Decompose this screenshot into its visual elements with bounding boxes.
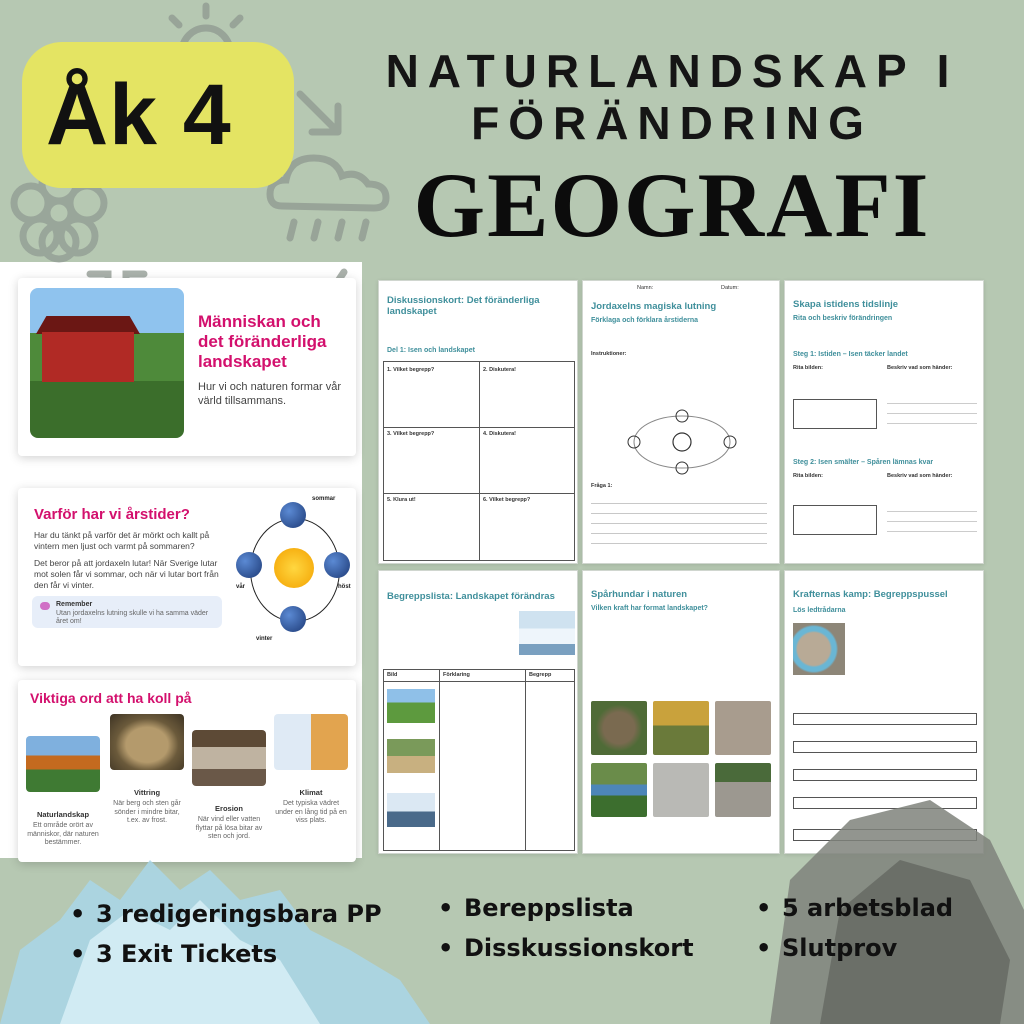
- term-card-vittring: Vittring När berg och sten går sönder i mindre bitar, t.ex. av frost.: [110, 714, 184, 826]
- worksheet-axis-tilt: Namn: Datum: Jordaxelns magiska lutning Förklaga och förklara årstiderna Instruktioner: Fråga 1:: [582, 280, 780, 564]
- title-line-1: NATURLANDSKAP I: [385, 45, 959, 97]
- earth-spring: [236, 552, 262, 578]
- slide1-subtitle: Hur vi och naturen formar vår värld tillsammans.: [198, 381, 342, 407]
- slide2-para1: Har du tänkt på varför det är mörkt och kallt på vintern men ljust och varmt på sommaren?: [34, 530, 210, 551]
- feature-item: • 3 Exit Tickets: [70, 934, 382, 974]
- feature-item: • Bereppslista: [438, 888, 694, 928]
- feature-item: • 5 arbetsblad: [756, 888, 953, 928]
- feature-item: • Disskussionskort: [438, 928, 694, 968]
- term-card-klimat: Klimat Det typiska vädret under en lång tid på en viss plats.: [274, 714, 348, 826]
- worksheet-concept-list: Begreppslista: Landskapet förändras Bild Förklaring Begrepp: [378, 570, 578, 854]
- feature-list-2: [438, 888, 694, 968]
- rock-photo: [793, 623, 845, 675]
- earth-winter: [280, 606, 306, 632]
- earth-summer: [280, 502, 306, 528]
- slide-preview-2: [18, 488, 356, 666]
- worksheet-tracking: Spårhundar i naturen Vilken kraft har format landskapet?: [582, 570, 780, 854]
- term-card-erosion: Erosion När vind eller vatten flyttar på lösa bitar av sten och jord.: [192, 730, 266, 842]
- subject-title: GEOGRAFI: [413, 154, 931, 256]
- label-summer: sommar: [312, 496, 336, 502]
- slide2-para2: Det beror på att jordaxeln lutar! När Sverige lutar mot solen får vi sommar, och när vi lutar bort från den får vi vinter.: [34, 558, 219, 590]
- slide-preview-1: [18, 278, 356, 456]
- grade-label: Åk 4: [46, 67, 232, 163]
- term-card-naturlandskap: Naturlandskap Ett område orört av människor, där naturen bestämmer.: [26, 736, 100, 848]
- label-spring: vår: [236, 584, 246, 590]
- worksheet-concept-puzzle: Krafternas kamp: Begreppspussel Lös ledtrådarna: [784, 570, 984, 854]
- slide3-title: Viktiga ord att ha koll på: [30, 690, 192, 706]
- arrow-icon: [292, 86, 352, 146]
- feature-item: • Slutprov: [756, 928, 953, 968]
- red-house-photo: [30, 288, 184, 438]
- slide-preview-3: [18, 680, 356, 862]
- worksheet-discussion-cards: Diskussionskort: Det föränderliga landskapet Del 1: Isen och landskapet 1. Vilket begrepp? 2. Diskutera! 3. Vilket begrepp? 4. Diskutera! 5. Klura ut! 6. Vilket begrepp?: [378, 280, 578, 564]
- label-winter: vinter: [256, 636, 273, 642]
- chat-icon: [40, 602, 50, 610]
- orbit-diagram: [617, 407, 747, 477]
- label-autumn: höst: [338, 584, 351, 590]
- glacier-photo: [519, 611, 575, 655]
- feature-list-3: [756, 888, 953, 968]
- feature-item: • 3 redigeringsbara PP: [70, 894, 382, 934]
- feature-list-1: [70, 894, 382, 974]
- slide1-title: Människan och det föränderliga landskapet: [198, 312, 327, 371]
- title-line-2: FÖRÄNDRING: [471, 97, 873, 149]
- slide2-title: Varför har vi årstider?: [34, 506, 190, 523]
- worksheet-ice-age-timeline: Skapa istidens tidslinje Rita och beskriv förändringen Steg 1: Istiden – Isen täcker landet Rita bilden: Beskriv vad som händer: Steg 2: Isen smälter – Spåren lämnas kvar Rita bilden: Beskriv vad som händer:: [784, 280, 984, 564]
- remember-box: Remember Utan jordaxelns lutning skulle vi ha samma väder året om!: [32, 596, 222, 628]
- earth-autumn: [324, 552, 350, 578]
- sun-graphic: [274, 548, 314, 588]
